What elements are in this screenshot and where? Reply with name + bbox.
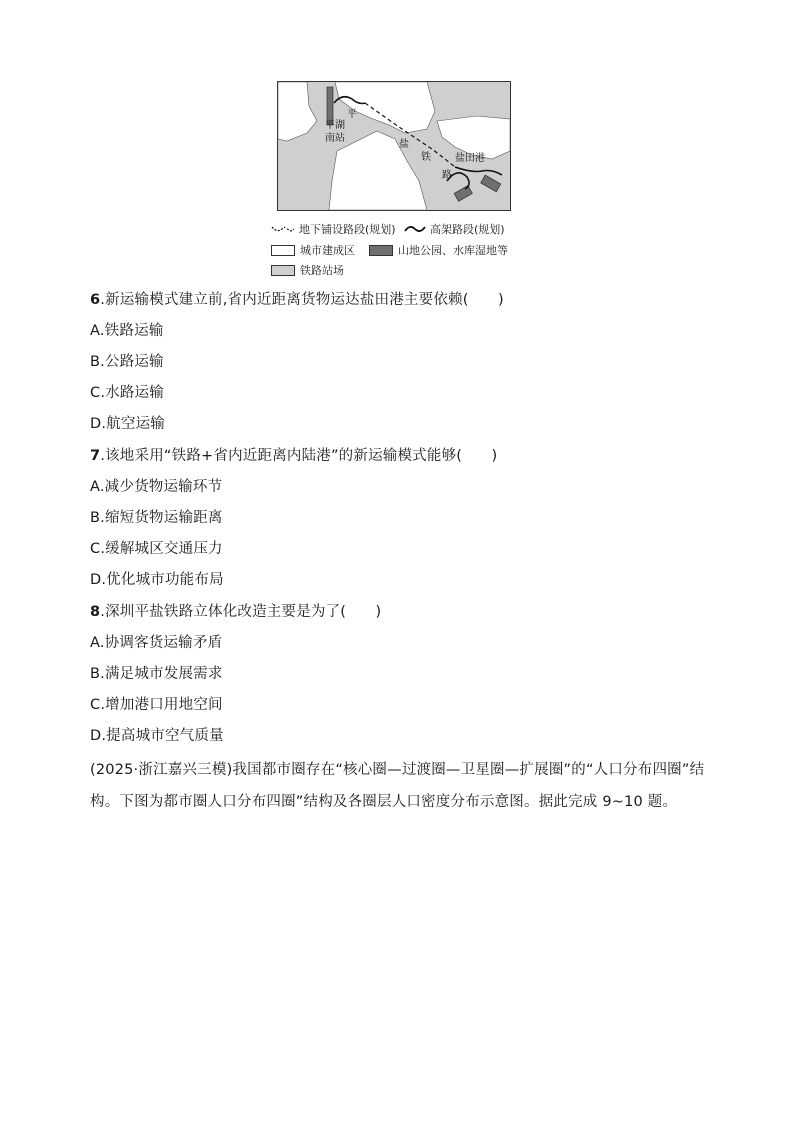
legend-built-area-label: 城市建成区: [300, 244, 355, 257]
map-label-pinghu: 平湖: [325, 120, 345, 131]
question-8-text: .深圳平盐铁路立体化改造主要是为了( ): [100, 604, 382, 620]
question-6-option-d[interactable]: D.航空运输: [90, 416, 165, 432]
railway-map: [277, 81, 511, 211]
white-box-icon: [271, 245, 295, 256]
map-label-yan: 盐: [399, 139, 409, 150]
question-8-option-c[interactable]: C.增加港口用地空间: [90, 697, 223, 713]
wave-line-icon: [404, 224, 426, 234]
question-8-option-b[interactable]: B.满足城市发展需求: [90, 666, 223, 682]
question-8-option-d[interactable]: D.提高城市空气质量: [90, 728, 224, 744]
map-label-lu: 路: [442, 170, 452, 181]
gray-box-icon: [271, 265, 295, 276]
question-7-option-a[interactable]: A.减少货物运输环节: [90, 479, 223, 495]
legend-station: [271, 263, 344, 277]
question-6-option-c[interactable]: C.水路运输: [90, 385, 164, 401]
question-7-text: .该地采用“铁路+省内近距离内陆港”的新运输模式能够( ): [100, 448, 498, 464]
passage-9-10: (2025·浙江嘉兴三模)我国都市圈存在“核心圈—过渡圈—卫星圈—扩展圈”的“人口分布四圈”结构。下图为都市圈人口分布四圈”结构及各圈层人口密度分布示意图。据此完成 9~10 题。: [90, 762, 705, 810]
legend-underground: [271, 222, 396, 236]
question-8-option-a[interactable]: A.协调客货运输矛盾: [90, 635, 223, 651]
question-7-option-d[interactable]: D.优化城市功能布局: [90, 572, 224, 588]
question-7-option-b[interactable]: B.缩短货物运输距离: [90, 510, 223, 526]
legend-elevated: [404, 222, 505, 236]
dark-box-icon: [369, 245, 393, 256]
question-7-number: 7: [90, 448, 101, 464]
legend-underground-label: 地下铺设路段(规划): [299, 223, 396, 236]
map-label-tie: 铁: [421, 152, 431, 163]
question-7-option-c[interactable]: C.缓解城区交通压力: [90, 541, 223, 557]
map-label-nanzhan: 南站: [325, 133, 345, 144]
question-7-stem: [90, 446, 497, 466]
question-6-text: .新运输模式建立前,省内近距离货物运达盐田港主要依赖( ): [100, 292, 504, 308]
question-8-stem: [90, 602, 381, 622]
question-6-number: 6: [90, 292, 101, 308]
legend-park-label: 山地公园、水库湿地等: [398, 244, 508, 257]
legend-station-label: 铁路站场: [300, 264, 344, 277]
legend-park: [369, 243, 508, 257]
map-label-port: 盐田港: [455, 153, 485, 164]
question-6-option-a[interactable]: A.铁路运输: [90, 323, 164, 339]
legend-built-area: [271, 243, 355, 257]
question-6-stem: [90, 290, 504, 310]
dashed-line-icon: [271, 224, 295, 234]
question-6-option-b[interactable]: B.公路运输: [90, 354, 164, 370]
legend-elevated-label: 高架路段(规划): [430, 223, 505, 236]
question-8-number: 8: [90, 604, 101, 620]
map-label-ping: 平: [347, 109, 357, 120]
